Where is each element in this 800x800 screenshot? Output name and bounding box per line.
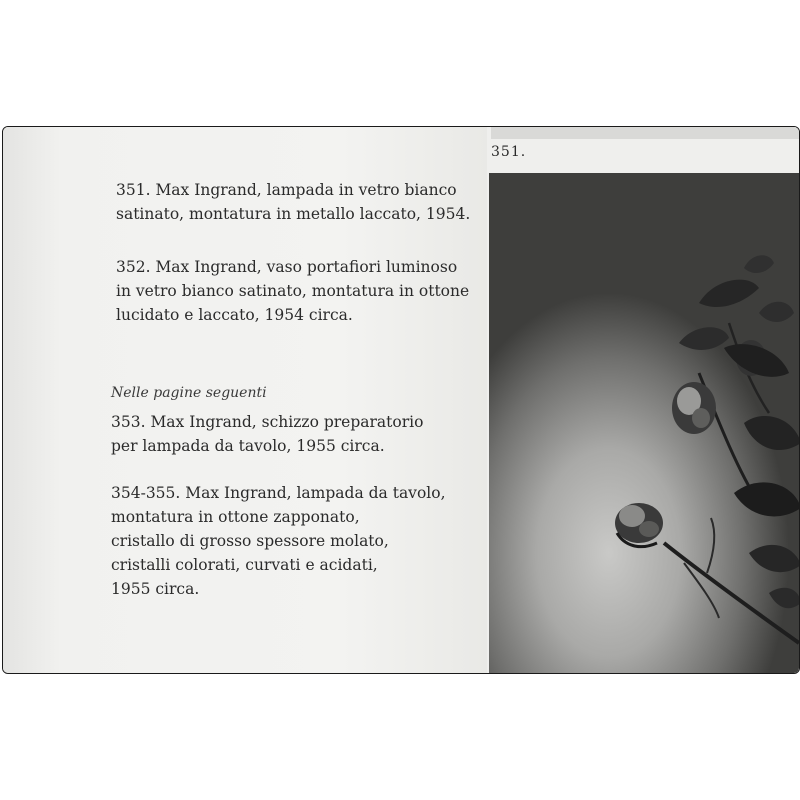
caption-352 xyxy=(116,255,469,327)
caption-line: per lampada da tavolo, 1955 circa. xyxy=(111,437,385,455)
caption-line: 1955 circa. xyxy=(111,580,200,598)
caption-line: 354-355. Max Ingrand, lampada da tavolo, xyxy=(111,484,446,502)
plate-number: 351. xyxy=(491,144,527,160)
caption-351 xyxy=(116,178,470,226)
caption-line: 353. Max Ingrand, schizzo preparatorio xyxy=(111,413,424,431)
flower-illustration xyxy=(489,173,799,673)
flower-photograph xyxy=(489,173,799,673)
caption-line: satinato, montatura in metallo laccato, 1954. xyxy=(116,205,471,223)
caption-line: lucidato e laccato, 1954 circa. xyxy=(116,306,353,324)
open-book xyxy=(2,126,800,674)
caption-line: 351. Max Ingrand, lampada in vetro bianco xyxy=(116,181,457,199)
left-page xyxy=(3,127,487,673)
caption-line: montatura in ottone zapponato, xyxy=(111,508,360,526)
caption-line: cristalli colorati, curvati e acidati, xyxy=(111,556,378,574)
caption-line: cristallo di grosso spessore molato, xyxy=(111,532,389,550)
carnation-upper xyxy=(672,382,716,434)
right-page xyxy=(487,127,799,673)
caption-line: in vetro bianco satinato, montatura in ottone xyxy=(116,282,470,300)
section-heading: Nelle pagine seguenti xyxy=(111,385,267,401)
caption-353 xyxy=(111,410,423,458)
page-edge xyxy=(491,127,799,139)
caption-line: 352. Max Ingrand, vaso portafiori luminoso xyxy=(116,258,458,276)
caption-354-355 xyxy=(111,481,446,601)
carnation-lower xyxy=(615,503,663,547)
